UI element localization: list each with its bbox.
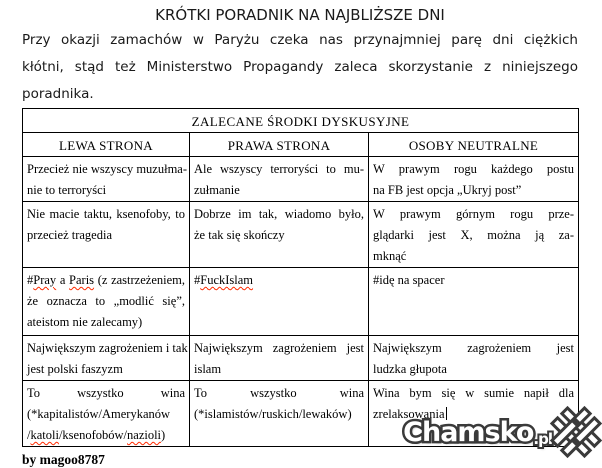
cell-line [27,270,185,291]
misspelled-word: FuckIslam [200,273,254,287]
cell-line: Wina bym się w sumie napił dla [373,386,574,400]
table-cell [190,157,369,202]
cell-line: ateistom nie zalecamy) [27,315,143,329]
cell-line: zułmanie [194,183,240,197]
column-header-left: LEWA STRONA [23,133,190,157]
cell-text: # [27,273,34,287]
intro-line: kłótni, stąd też Ministerstwo Propagandy zaleca skorzystanie z niniejszego [22,59,578,75]
cell-text: (z zastrzeżeniem, [94,273,185,287]
cell-line: nie to terroryści [27,183,107,197]
cell-line: Przecież nie wszyscy muzułma- [27,162,188,176]
cell-line: Ale wszyscy terroryści to mu- [194,162,364,176]
advice-table [22,108,579,447]
cell-text: a [56,273,70,287]
misspelled-word: Pray [33,273,57,287]
table-row [23,157,579,202]
table-caption-row [23,109,579,133]
table-cell [190,381,369,447]
table-cell [190,268,369,336]
cell-line [27,425,185,446]
table-cell [369,157,579,202]
cell-text: zrelaksowania [373,407,445,421]
cell-line: ludzka głupota [373,362,447,376]
table-cell [190,202,369,268]
cell-line: przecież tragedia [27,228,113,242]
cell-line: To wszystko wina [27,386,185,400]
cell-line: islam [194,362,222,376]
intro-paragraph [22,27,578,108]
cell-line: Nie macie taktu, ksenofoby, to [27,207,185,221]
cell-line: Największym zagrożeniem jest [373,341,574,355]
table-cell [23,157,190,202]
table-cell [23,268,190,336]
cell-text: /ksenofobów/ [58,428,128,442]
cell-line: (*islamistów/ruskich/lewaków) [194,407,352,421]
table-row [23,336,579,381]
cell-line: glądarki jest X, można ją za- [373,228,574,242]
cell-line: mknąć [373,249,407,263]
cell-line: W prawym rogu każdego postu [373,162,574,176]
cell-line: na FB jest opcja „Ukryj post” [373,183,522,197]
page-title: KRÓTKI PORADNIK NA NAJBLIŻSZE DNI [155,6,445,24]
cell-text: / [27,428,31,442]
chamsko-logo-text [403,417,552,448]
cell-line: #idę na spacer [373,273,445,287]
table-cell [190,336,369,381]
cell-line: że oznacza to „modlić się”, [27,294,185,308]
cell-line: W prawym górnym rogu prze- [373,207,574,221]
cell-line [194,270,364,291]
table-cell [369,202,579,268]
column-header-neutral: OSOBY NEUTRALNE [369,133,579,157]
intro-line: Przy okazji zamachów w Paryżu czeka nas przynajmniej parę dni ciężkich [22,32,578,48]
table-cell [23,381,190,447]
table-cell [23,336,190,381]
misspelled-word: nazioli [127,428,162,442]
cell-line: jest polski faszyzm [27,362,123,376]
chamsko-watermark [403,406,602,458]
table-header-row [23,133,579,157]
table-caption: ZALECANE ŚRODKI DYSKUSYJNE [23,109,579,133]
cell-line: Dobrze im tak, wiadomo było, [194,207,364,221]
misspelled-word: katoli [30,428,59,442]
table-cell [369,268,579,336]
cell-text: ) [161,428,166,442]
cell-text: # [194,273,201,287]
cell-line: że tak się skończy [194,228,285,242]
intro-line: poradnika. [22,86,94,102]
table-cell [369,336,579,381]
chamsko-brand: Chamsko [403,416,534,448]
author-credit: by magoo8787 [22,452,105,467]
cell-line: Największym zagrożeniem jest [194,341,364,355]
cell-line: Największym zagrożeniem i tak [27,341,188,355]
chamsko-tld: .pl [533,429,552,448]
column-header-right: PRAWA STRONA [190,133,369,157]
table-row [23,268,579,336]
cell-line: To wszystko wina [194,386,364,400]
table-row [23,202,579,268]
misspelled-word: Paris [69,273,95,287]
cell-line: (*kapitalistów/Amerykanów [27,407,171,421]
chamsko-hash-icon [550,406,602,458]
table-cell [23,202,190,268]
